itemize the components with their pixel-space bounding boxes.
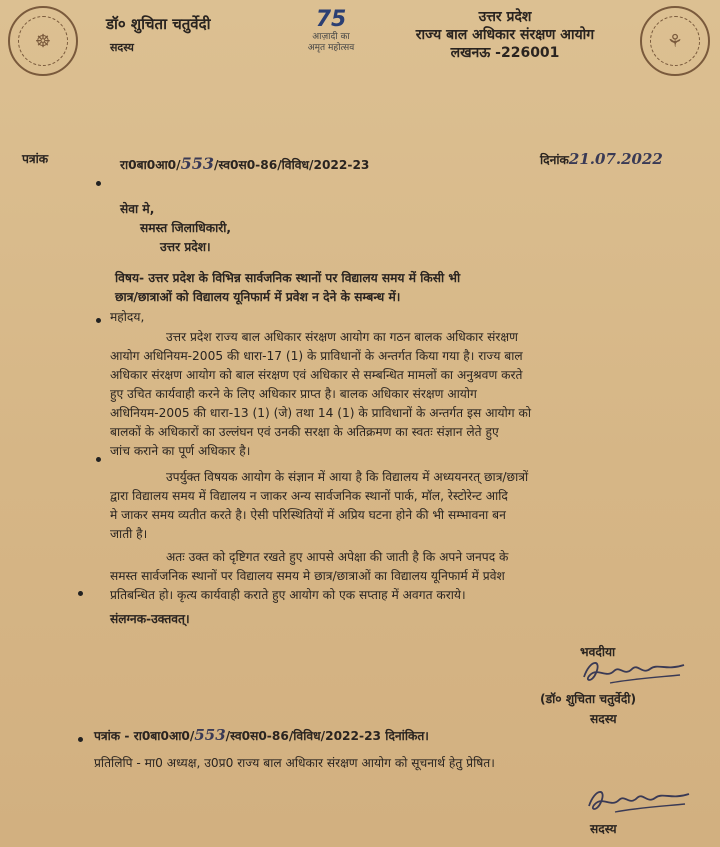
paragraph-2: [110, 468, 528, 544]
copy-designation: सदस्य: [590, 822, 617, 836]
signature-image: [580, 655, 690, 689]
closing: भवदीया: [580, 645, 616, 659]
para-line: द्वारा विद्यालय समय में विद्यालय न जाकर अन्य सार्वजनिक स्थानों पार्क, मॉल, रेस्टोरेन्ट आदि: [110, 489, 508, 503]
para-line: अधिकार संरक्षण आयोग को बाल संरक्षण एवं अधिकार से सम्बन्धित मामलों का अनुश्रवण करते: [110, 368, 523, 382]
azadi-logo: [296, 8, 366, 54]
org-city: लखनऊ -226001: [450, 45, 560, 61]
subject-line-2: छात्र/छात्राओं को विद्यालय यूनिफार्म में प्रवेश न देने के सम्बन्ध में।: [115, 290, 401, 304]
date-value: 21.07.2022: [568, 150, 663, 168]
emblem-icon: ☸: [18, 16, 68, 66]
para-line: समस्त सार्वजनिक स्थानों पर विद्यालय समय मे छात्र/छात्राओं का विद्यालय यूनिफार्म में प्रवेश: [110, 569, 505, 583]
punch-hole-mark: [96, 181, 101, 186]
ref-label: पत्रांक: [22, 152, 49, 166]
para-line: अधिनियम-2005 की धारा-13 (1) (जे) तथा 14 (1) के प्राविधानों के अन्तर्गत इस आयोग को: [110, 406, 532, 420]
org-name: राज्य बाल अधिकार संरक्षण आयोग: [415, 27, 595, 43]
para-line: जाती है।: [110, 527, 148, 541]
greeting: महोदय,: [110, 310, 145, 324]
copy-ref-suffix: /स्व0स0-86/विविध/2022-23: [225, 729, 382, 743]
copy-ref-date: दिनांकित।: [385, 729, 429, 743]
commission-left-seal: [8, 6, 78, 76]
state-emblem-icon: ⚘: [650, 16, 700, 66]
member-designation: सदस्य: [110, 41, 134, 54]
organisation-block: [380, 8, 630, 62]
para-line: अतः उक्त को दृष्टिगत रखते हुए आपसे अपेक्षा की जाती है कि अपने जनपद के: [166, 550, 509, 564]
paragraph-1: [110, 328, 531, 461]
recipient-place: उत्तर प्रदेश।: [160, 240, 211, 254]
para-line: उपर्युक्त विषयक आयोग के संज्ञान में आया है कि विद्यालय में अध्ययनरत् छात्र/छात्रों: [166, 470, 529, 484]
para-line: उत्तर प्रदेश राज्य बाल अधिकार संरक्षण आयोग का गठन बालक अधिकार संरक्षण: [166, 330, 518, 344]
paragraph-3: [110, 548, 508, 605]
subject-line-1: विषय- उत्तर प्रदेश के विभिन्न सार्वजनिक स्थानों पर विद्यालय समय में किसी भी: [115, 271, 461, 285]
para-line: मे जाकर समय व्यतीत करते है। ऐसी परिस्थितियों में अप्रिय घटना होने की भी सम्भावना बन: [110, 508, 506, 522]
para-line: प्रतिबन्धित हो। कृत्य कार्यवाही कराते हुए आयोग को एक सप्ताह में अवगत कराये।: [110, 588, 466, 602]
azadi-line2: अमृत महोत्सव: [307, 43, 355, 53]
copy-line: प्रतिलिपि - मा0 अध्यक्ष, उ0प्र0 राज्य बाल अधिकार संरक्षण आयोग को सूचनार्थ हेतु प्रेषित।: [94, 756, 495, 770]
punch-hole-mark: [78, 591, 83, 596]
azadi-mark: 75: [315, 7, 347, 32]
para-line: हुए उचित कार्यवाही करने के लिए अधिकार प्राप्त है। बालक अधिकार संरक्षण आयोग: [110, 387, 477, 401]
ref-suffix: /स्व0स0-86/विविध/2022-23: [214, 158, 370, 172]
punch-hole-mark: [96, 318, 101, 323]
para-line: जांच कराने का पूर्ण अधिकार है।: [110, 444, 251, 458]
punch-hole-mark: [78, 737, 83, 742]
org-state: उत्तर प्रदेश: [478, 9, 532, 25]
ref-number: 553: [180, 154, 215, 173]
reference-number: [120, 154, 369, 175]
para-line: बालकों के अधिकारों का उल्लंघन एवं उनकी सरक्षा के अतिक्रमण का स्वतः संज्ञान लेते हुए: [110, 425, 499, 439]
date-label: दिनांक: [540, 153, 569, 167]
copy-reference: [94, 726, 429, 746]
recipient: समस्त जिलाधिकारी,: [140, 221, 232, 235]
copy-ref-label: पत्रांक: [94, 729, 121, 743]
ref-prefix: रा0बा0आ0/: [120, 158, 181, 172]
signatory-designation: सदस्य: [590, 712, 617, 726]
state-emblem-seal: [640, 6, 710, 76]
salutation-to: सेवा मे,: [120, 202, 155, 216]
para-line: आयोग अधिनियम-2005 की धारा-17 (1) के प्राविधानों के अन्तर्गत किया गया है। राज्य बाल: [110, 349, 523, 363]
signatory-name: (डॉ० शुचिता चतुर्वेदी): [540, 692, 637, 706]
member-name: डॉ० शुचिता चतुर्वेदी: [106, 15, 211, 33]
date-line: [540, 150, 663, 170]
azadi-line1: आज़ादी का: [312, 32, 350, 42]
enclosure: संलग्नक-उक्तवत्।: [110, 612, 190, 626]
signature-image-2: [585, 784, 695, 818]
copy-ref-number: 553: [194, 726, 226, 744]
punch-hole-mark: [96, 457, 101, 462]
copy-ref-prefix: - रा0बा0आ0/: [124, 729, 195, 743]
